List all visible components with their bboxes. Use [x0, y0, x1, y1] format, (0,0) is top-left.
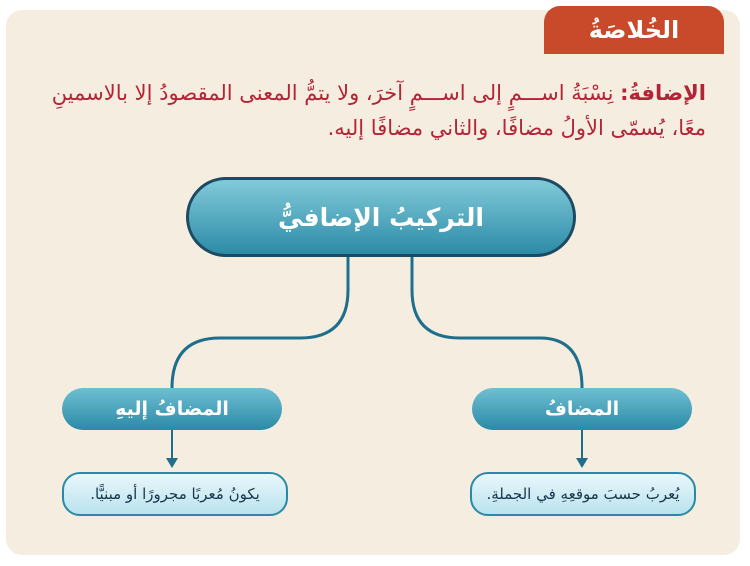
- connector-left: [172, 257, 348, 388]
- arrow-right-head: [576, 458, 588, 468]
- connector-right: [412, 257, 582, 388]
- definition-body: نِسْبَةُ اســـمٍ إلى اســـمٍ آخرَ، ولا يتمُّ المعنى المقصودُ إلا بالاسمينِ معًا، يُسمّى الأولُ مضافًا، والثاني مضافًا إليه.: [51, 81, 706, 140]
- root-node: التركيبُ الإضافيُّ: [186, 177, 576, 257]
- mudaf-detail: يُعربُ حسبَ موقعِهِ في الجملةِ.: [470, 472, 696, 516]
- mudaf-ilayh-detail: يكونُ مُعربًا مجرورًا أو مبنيًّا.: [62, 472, 288, 516]
- arrow-left-head: [166, 458, 178, 468]
- mudaf-node: المضافُ: [472, 388, 692, 430]
- definition-term: الإضافةُ:: [620, 81, 706, 105]
- mudaf-ilayh-node: المضافُ إليهِ: [62, 388, 282, 430]
- tab-label: الخُلاصَةُ: [588, 16, 680, 44]
